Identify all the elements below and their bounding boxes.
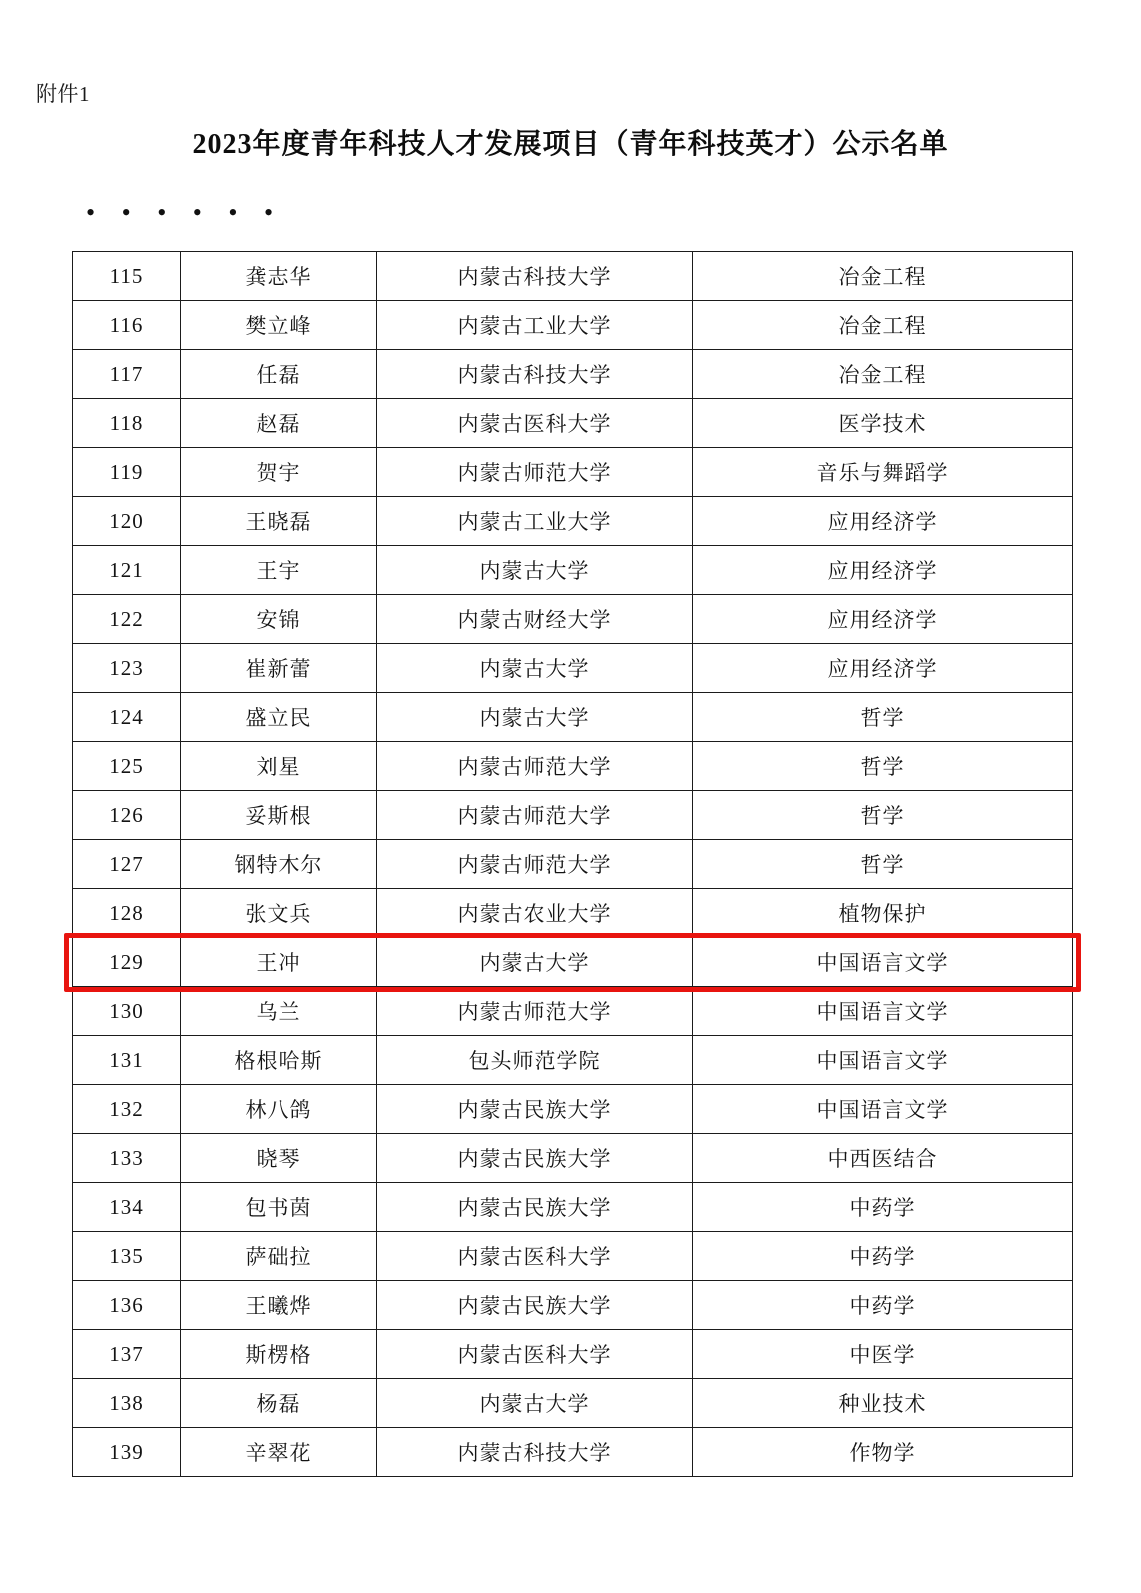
table-cell-name: 杨磊 [181,1379,377,1428]
table-cell-name: 萨础拉 [181,1232,377,1281]
table-cell-name: 王晓磊 [181,497,377,546]
table-cell-field: 应用经济学 [693,546,1073,595]
table-cell-name: 王宇 [181,546,377,595]
table-cell-field: 中国语言文学 [693,938,1073,987]
table-cell-field: 作物学 [693,1428,1073,1477]
table-row [73,595,1073,644]
table-cell-org: 内蒙古医科大学 [377,399,693,448]
table-cell-name: 包书茵 [181,1183,377,1232]
table-row [73,1428,1073,1477]
table-row [73,497,1073,546]
table-cell-org: 内蒙古科技大学 [377,1428,693,1477]
table-cell-org: 内蒙古师范大学 [377,987,693,1036]
table-cell-field: 哲学 [693,791,1073,840]
table-cell-org: 内蒙古大学 [377,1379,693,1428]
table-cell-index: 123 [73,644,181,693]
table-cell-index: 115 [73,252,181,301]
table-cell-org: 内蒙古师范大学 [377,791,693,840]
table-cell-name: 钢特木尔 [181,840,377,889]
table-row [73,644,1073,693]
table-row [73,1036,1073,1085]
table-cell-field: 中西医结合 [693,1134,1073,1183]
table-row [73,791,1073,840]
table-cell-org: 内蒙古财经大学 [377,595,693,644]
table-cell-field: 应用经济学 [693,644,1073,693]
table-row [73,1281,1073,1330]
table-cell-index: 121 [73,546,181,595]
table-cell-index: 127 [73,840,181,889]
table-cell-org: 内蒙古科技大学 [377,252,693,301]
table-cell-org: 内蒙古师范大学 [377,448,693,497]
table-cell-name: 晓琴 [181,1134,377,1183]
table-cell-field: 中医学 [693,1330,1073,1379]
table-cell-name: 张文兵 [181,889,377,938]
table-cell-field: 音乐与舞蹈学 [693,448,1073,497]
table-cell-index: 130 [73,987,181,1036]
table-cell-index: 119 [73,448,181,497]
table-cell-index: 117 [73,350,181,399]
table-cell-org: 内蒙古工业大学 [377,301,693,350]
attachment-label: 附件1 [36,82,90,106]
table-row [73,448,1073,497]
table-cell-field: 中国语言文学 [693,1085,1073,1134]
table-cell-org: 包头师范学院 [377,1036,693,1085]
table-row [73,1379,1073,1428]
table-cell-name: 安锦 [181,595,377,644]
roster-table [72,251,1073,1477]
table-cell-field: 冶金工程 [693,301,1073,350]
table-row [73,742,1073,791]
table-row [73,350,1073,399]
table-cell-name: 刘星 [181,742,377,791]
table-cell-index: 138 [73,1379,181,1428]
table-row [73,987,1073,1036]
table-cell-field: 植物保护 [693,889,1073,938]
table-cell-field: 冶金工程 [693,350,1073,399]
table-cell-index: 116 [73,301,181,350]
table-cell-org: 内蒙古医科大学 [377,1232,693,1281]
table-cell-name: 妥斯根 [181,791,377,840]
table-cell-index: 139 [73,1428,181,1477]
table-cell-name: 乌兰 [181,987,377,1036]
table-cell-field: 哲学 [693,742,1073,791]
table-cell-org: 内蒙古民族大学 [377,1281,693,1330]
table-cell-field: 中国语言文学 [693,987,1073,1036]
table-cell-index: 131 [73,1036,181,1085]
table-cell-index: 128 [73,889,181,938]
table-cell-field: 冶金工程 [693,252,1073,301]
table-cell-index: 134 [73,1183,181,1232]
table-cell-field: 中国语言文学 [693,1036,1073,1085]
table-cell-org: 内蒙古大学 [377,644,693,693]
table-cell-index: 126 [73,791,181,840]
table-row [73,1232,1073,1281]
table-cell-index: 125 [73,742,181,791]
table-row [73,1134,1073,1183]
table-cell-index: 135 [73,1232,181,1281]
table-cell-field: 应用经济学 [693,497,1073,546]
table-cell-name: 斯楞格 [181,1330,377,1379]
table-cell-org: 内蒙古大学 [377,546,693,595]
table-row [73,889,1073,938]
table-row [73,1330,1073,1379]
table-cell-name: 任磊 [181,350,377,399]
table-cell-name: 王冲 [181,938,377,987]
table-cell-field: 哲学 [693,693,1073,742]
table-cell-name: 王曦烨 [181,1281,377,1330]
table-cell-org: 内蒙古农业大学 [377,889,693,938]
table-row [73,938,1073,987]
table-cell-index: 124 [73,693,181,742]
table-cell-name: 格根哈斯 [181,1036,377,1085]
page-title: 2023年度青年科技人才发展项目（青年科技英才）公示名单 [192,129,949,160]
table-cell-index: 120 [73,497,181,546]
table-row [73,252,1073,301]
table-cell-index: 122 [73,595,181,644]
table-cell-index: 137 [73,1330,181,1379]
table-cell-name: 崔新蕾 [181,644,377,693]
table-cell-org: 内蒙古民族大学 [377,1134,693,1183]
table-cell-field: 哲学 [693,840,1073,889]
table-cell-org: 内蒙古工业大学 [377,497,693,546]
table-cell-field: 种业技术 [693,1379,1073,1428]
table-cell-name: 樊立峰 [181,301,377,350]
table-cell-index: 118 [73,399,181,448]
table-cell-field: 应用经济学 [693,595,1073,644]
table-cell-name: 龚志华 [181,252,377,301]
table-cell-org: 内蒙古师范大学 [377,742,693,791]
table-row [73,840,1073,889]
table-cell-org: 内蒙古大学 [377,693,693,742]
table-cell-index: 133 [73,1134,181,1183]
table-cell-field: 中药学 [693,1183,1073,1232]
table-cell-org: 内蒙古师范大学 [377,840,693,889]
table-cell-org: 内蒙古民族大学 [377,1183,693,1232]
table-cell-name: 赵磊 [181,399,377,448]
table-cell-index: 132 [73,1085,181,1134]
table-cell-field: 中药学 [693,1232,1073,1281]
table-cell-name: 贺宇 [181,448,377,497]
table-row [73,1183,1073,1232]
table-cell-field: 医学技术 [693,399,1073,448]
table-cell-name: 林八鸽 [181,1085,377,1134]
table-cell-org: 内蒙古大学 [377,938,693,987]
table-row [73,546,1073,595]
table-cell-org: 内蒙古科技大学 [377,350,693,399]
table-cell-index: 129 [73,938,181,987]
table-cell-org: 内蒙古医科大学 [377,1330,693,1379]
table-cell-index: 136 [73,1281,181,1330]
table-cell-org: 内蒙古民族大学 [377,1085,693,1134]
table-cell-field: 中药学 [693,1281,1073,1330]
table-row [73,301,1073,350]
table-cell-name: 盛立民 [181,693,377,742]
table-cell-name: 辛翠花 [181,1428,377,1477]
table-row [73,1085,1073,1134]
table-row [73,399,1073,448]
ellipsis-marker: • • • • • • [86,198,284,227]
table-row [73,693,1073,742]
